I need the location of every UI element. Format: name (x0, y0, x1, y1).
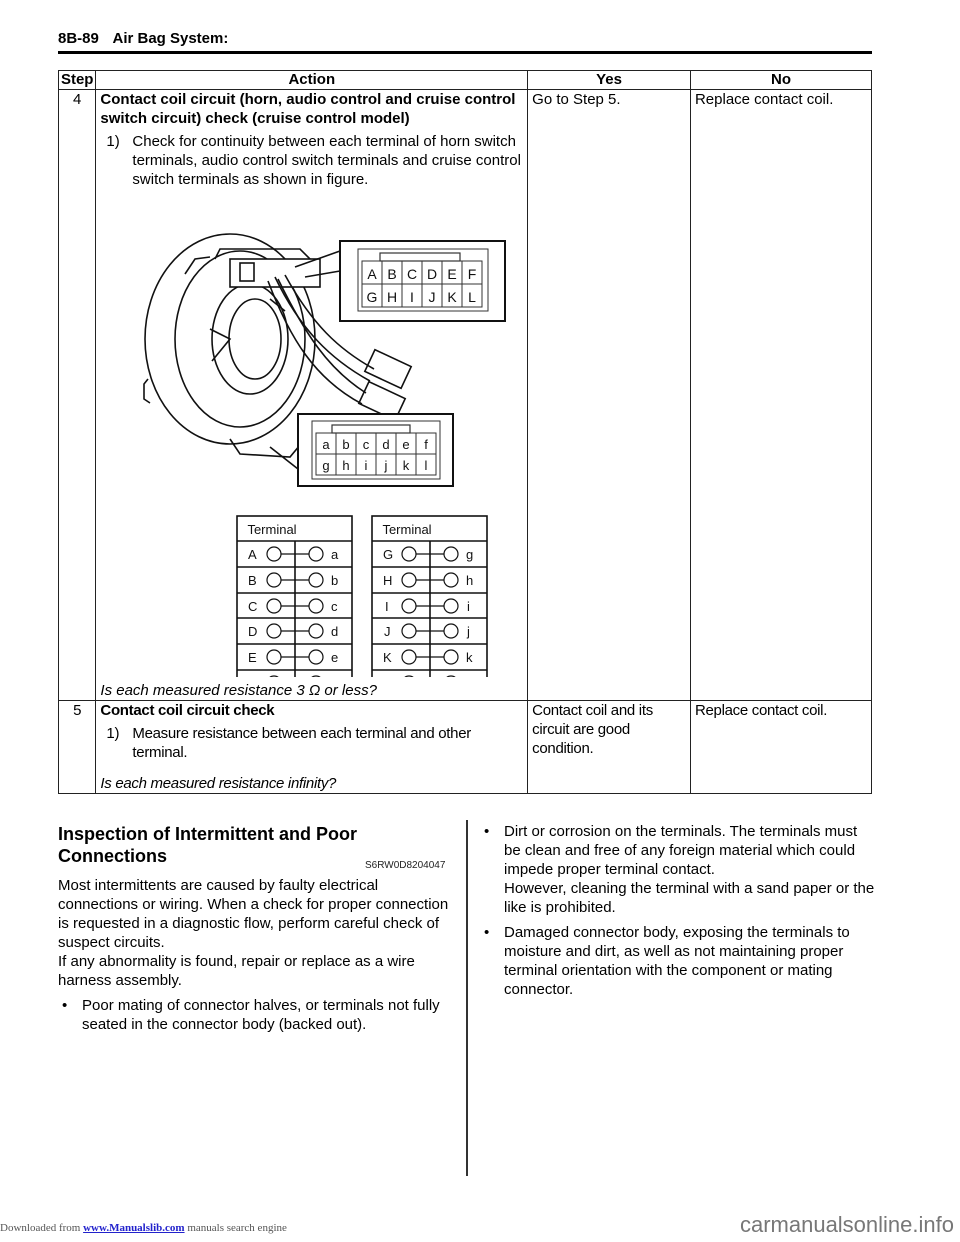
col-header-action: Action (96, 71, 528, 90)
terminal-header-left: Terminal (247, 522, 297, 537)
svg-text:h: h (466, 573, 474, 588)
table-row (59, 90, 872, 701)
footer-source (0, 1222, 287, 1234)
svg-text:G: G (383, 547, 394, 562)
svg-text:l (467, 676, 470, 677)
table-header-row (59, 71, 872, 90)
svg-text:b: b (342, 437, 351, 452)
svg-text:L (383, 676, 390, 677)
substep-text: Measure resistance between each terminal and other terminal. (132, 725, 471, 761)
bullet-icon: • (484, 924, 490, 941)
svg-text:d: d (382, 437, 391, 452)
action-title: Contact coil circuit check (100, 702, 275, 719)
col-header-yes: Yes (528, 71, 691, 90)
svg-text:K: K (447, 289, 458, 305)
svg-text:c: c (363, 437, 370, 452)
page-title: Air Bag System: (112, 30, 229, 47)
svg-text:k: k (403, 458, 410, 473)
svg-text:e: e (331, 650, 339, 665)
left-column (58, 876, 458, 1034)
svg-text:F (248, 676, 256, 677)
page-header (58, 30, 228, 47)
svg-text:d: d (331, 624, 339, 639)
svg-text:C: C (248, 599, 258, 614)
bullet-icon: • (62, 997, 68, 1014)
action-question: Is each measured resistance 3 Ω or less? (100, 682, 377, 699)
svg-text:f: f (424, 437, 429, 452)
substep-number: 1) (106, 133, 120, 150)
yes-cell: Contact coil and its circuit are good condition. (528, 701, 691, 794)
svg-text:e: e (402, 437, 411, 452)
svg-text:a: a (331, 547, 339, 562)
svg-text:l: l (424, 458, 428, 473)
substep-text: Check for continuity between each terminal of horn switch terminals, audio control switch terminals and cruise control switch terminals as shown in figure. (132, 133, 521, 188)
list-item (480, 822, 875, 917)
action-question: Is each measured resistance infinity? (100, 775, 337, 792)
manualslib-link[interactable]: www.Manualslib.com (83, 1222, 185, 1234)
contact-coil-figure (100, 189, 518, 677)
terminal-header-right: Terminal (382, 522, 432, 537)
pin-A: A (367, 266, 378, 282)
column-divider (466, 820, 468, 1176)
list-item-text: Poor mating of connector halves, or terminals not fully seated in the connector body (backed out). (82, 997, 440, 1033)
list-item-text: Damaged connector body, exposing the terminals to moisture and dirt, as well as not maintaining proper terminal orientation with the component or mating connector. (504, 924, 850, 998)
svg-text:j: j (384, 458, 388, 473)
no-cell: Replace contact coil. (690, 90, 871, 701)
contact-coil-diagram (100, 189, 518, 677)
list-item-note: However, cleaning the terminal with a sand paper or the like is prohibited. (504, 880, 875, 916)
svg-text:L: L (468, 289, 477, 305)
svg-text:i: i (364, 458, 368, 473)
svg-text:I: I (410, 289, 415, 305)
table-row (59, 701, 872, 794)
yes-cell: Go to Step 5. (528, 90, 691, 701)
action-cell (96, 701, 528, 794)
action-title: Contact coil circuit (horn, audio control and cruise control switch circuit) check (cruise control model) (100, 91, 516, 127)
watermark: carmanualsonline.info (739, 1212, 954, 1237)
step-number: 4 (59, 90, 96, 701)
svg-text:H: H (383, 573, 393, 588)
list-item-text: Dirt or corrosion on the terminals. The terminals must be clean and free of any foreign material which could impede proper terminal contact. (504, 823, 858, 878)
no-cell: Replace contact coil. (690, 701, 871, 794)
footer-suffix: manuals search engine (187, 1222, 287, 1234)
svg-text:b: b (331, 573, 339, 588)
paragraph: Most intermittents are caused by faulty electrical connections or wiring. When a check for proper connection is requested in a diagnostic flow, perform careful check of suspect circuits. (58, 877, 449, 951)
right-column (480, 822, 875, 999)
svg-text:h: h (342, 458, 351, 473)
svg-text:c: c (331, 599, 338, 614)
action-substep (100, 724, 523, 762)
svg-text:D: D (427, 266, 438, 282)
section-code: S6RW0D8204047 (365, 860, 446, 871)
svg-text:k: k (466, 650, 473, 665)
step-number: 5 (59, 701, 96, 794)
svg-text:C: C (407, 266, 418, 282)
paragraph: If any abnormality is found, repair or replace as a wire harness assembly. (58, 953, 415, 989)
svg-text:E: E (447, 266, 458, 282)
svg-text:j: j (467, 624, 471, 639)
svg-text:F: F (468, 266, 477, 282)
svg-text:J: J (384, 624, 391, 639)
svg-text:K: K (383, 650, 393, 665)
svg-text:A: A (248, 547, 258, 562)
svg-text:B: B (387, 266, 398, 282)
svg-text:g: g (466, 547, 474, 562)
page-number: 8B-89 (58, 30, 99, 47)
svg-text:i: i (467, 599, 471, 614)
footer-prefix: Downloaded from (0, 1222, 81, 1234)
svg-text:I: I (385, 599, 390, 614)
svg-text:H: H (387, 289, 398, 305)
svg-text:B: B (248, 573, 258, 588)
list-item (480, 923, 875, 999)
list-item (58, 996, 458, 1034)
svg-text:g: g (322, 458, 331, 473)
col-header-no: No (690, 71, 871, 90)
svg-text:a: a (322, 437, 331, 452)
substep-number: 1) (106, 725, 120, 742)
action-substep (100, 132, 523, 189)
svg-text:D: D (248, 624, 258, 639)
svg-text:G: G (366, 289, 378, 305)
action-cell (96, 90, 528, 701)
section-title: Inspection of Intermittent and Poor Connections (58, 824, 358, 866)
header-rule (58, 51, 872, 54)
svg-text:E: E (248, 650, 258, 665)
svg-text:J: J (428, 289, 436, 305)
diagnostic-table (58, 70, 872, 794)
col-header-step: Step (59, 71, 96, 90)
bullet-icon: • (484, 823, 490, 840)
svg-text:f (331, 676, 335, 677)
